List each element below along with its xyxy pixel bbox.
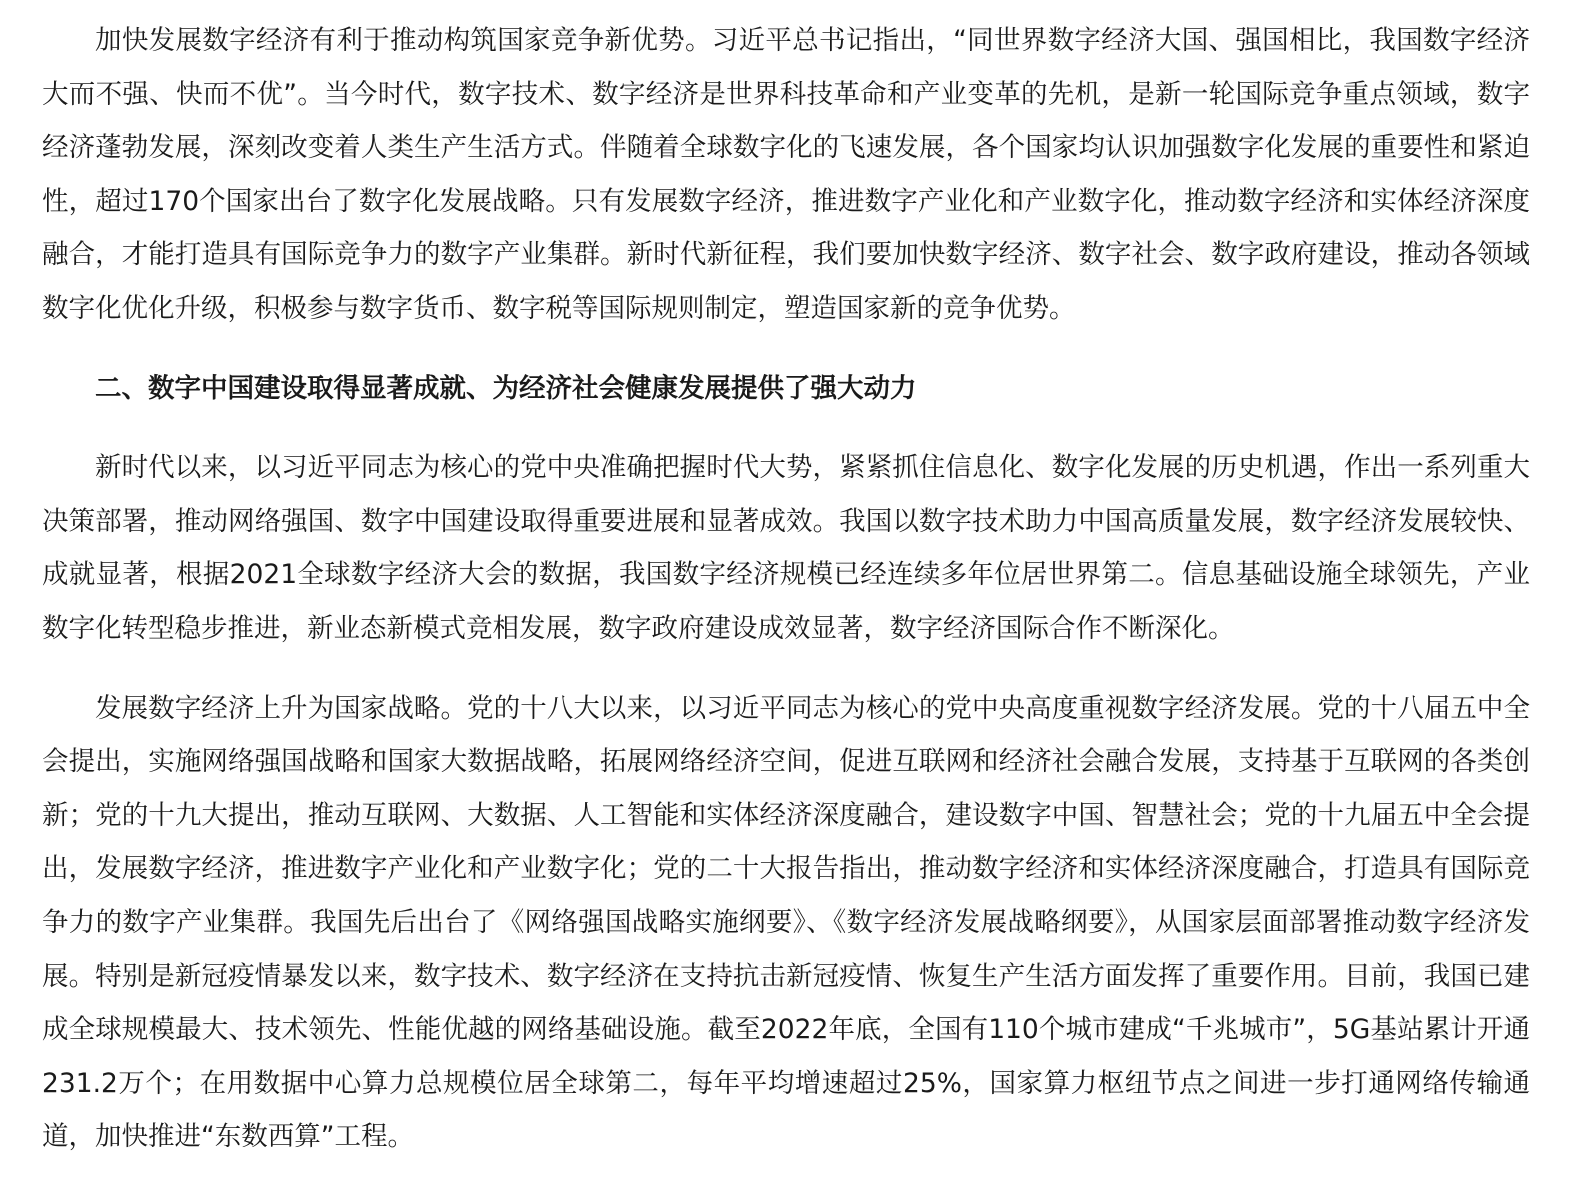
paragraph-spacer [42, 415, 1530, 441]
paragraph-national-strategy: 发展数字经济上升为国家战略。党的十八大以来，以习近平同志为核心的党中央高度重视数字经济发展。党的十八届五中全会提出，实施网络强国战略和国家大数据战略，拓展网络经济空间，促进互联网和经济社会融合发展，支持基于互联网的各类创新；党的十九大提出，推动互联网、大数据、人工智能和实体经济深度融合，建设数字中国、智慧社会；党的十九届五中全会提出，发展数字经济，推进数字产业化和产业数字化；党的二十大报告指出，推动数字经济和实体经济深度融合，打造具有国际竞争力的数字产业集群。我国先后出台了《网络强国战略实施纲要》、《数字经济发展战略纲要》，从国家层面部署推动数字经济发展。特别是新冠疫情暴发以来，数字技术、数字经济在支持抗击新冠疫情、恢复生产生活方面发挥了重要作用。目前，我国已建成全球规模最大、技术领先、性能优越的网络基础设施。截至2022年底，全国有110个城市建成“千兆城市”，5G基站累计开通231.2万个；在用数据中心算力总规模位居全球第二，每年平均增速超过25%，国家算力枢纽节点之间进一步打通网络传输通道，加快推进“东数西算”工程。 [42, 692, 1530, 1153]
paragraph-spacer [42, 656, 1530, 682]
section-heading-2: 二、数字中国建设取得显著成就、为经济社会健康发展提供了强大动力 [95, 372, 917, 404]
document-page [42, 14, 1530, 1164]
paragraph-spacer [42, 336, 1530, 362]
paragraph-digital-economy-advantage: 加快发展数字经济有利于推动构筑国家竞争新优势。习近平总书记指出，“同世界数字经济大国、强国相比，我国数字经济大而不强、快而不优”。当今时代，数字技术、数字经济是世界科技革命和产业变革的先机，是新一轮国际竞争重点领域，数字经济蓬勃发展，深刻改变着人类生产生活方式。伴随着全球数字化的飞速发展，各个国家均认识加强数字化发展的重要性和紧迫性，超过170个国家出台了数字化发展战略。只有发展数字经济，推进数字产业化和产业数字化，推动数字经济和实体经济深度融合，才能打造具有国际竞争力的数字产业集群。新时代新征程，我们要加快数字经济、数字社会、数字政府建设，推动各领域数字化优化升级，积极参与数字货币、数字税等国际规则制定，塑造国家新的竞争优势。 [42, 25, 1530, 324]
paragraph-digital-china-achievements: 新时代以来，以习近平同志为核心的党中央准确把握时代大势，紧紧抓住信息化、数字化发展的历史机遇，作出一系列重大决策部署，推动网络强国、数字中国建设取得重要进展和显著成效。我国以数字技术助力中国高质量发展，数字经济发展较快、成就显著，根据2021全球数字经济大会的数据，我国数字经济规模已经连续多年位居世界第二。信息基础设施全球领先，产业数字化转型稳步推进，新业态新模式竞相发展，数字政府建设成效显著，数字经济国际合作不断深化。 [42, 452, 1530, 644]
